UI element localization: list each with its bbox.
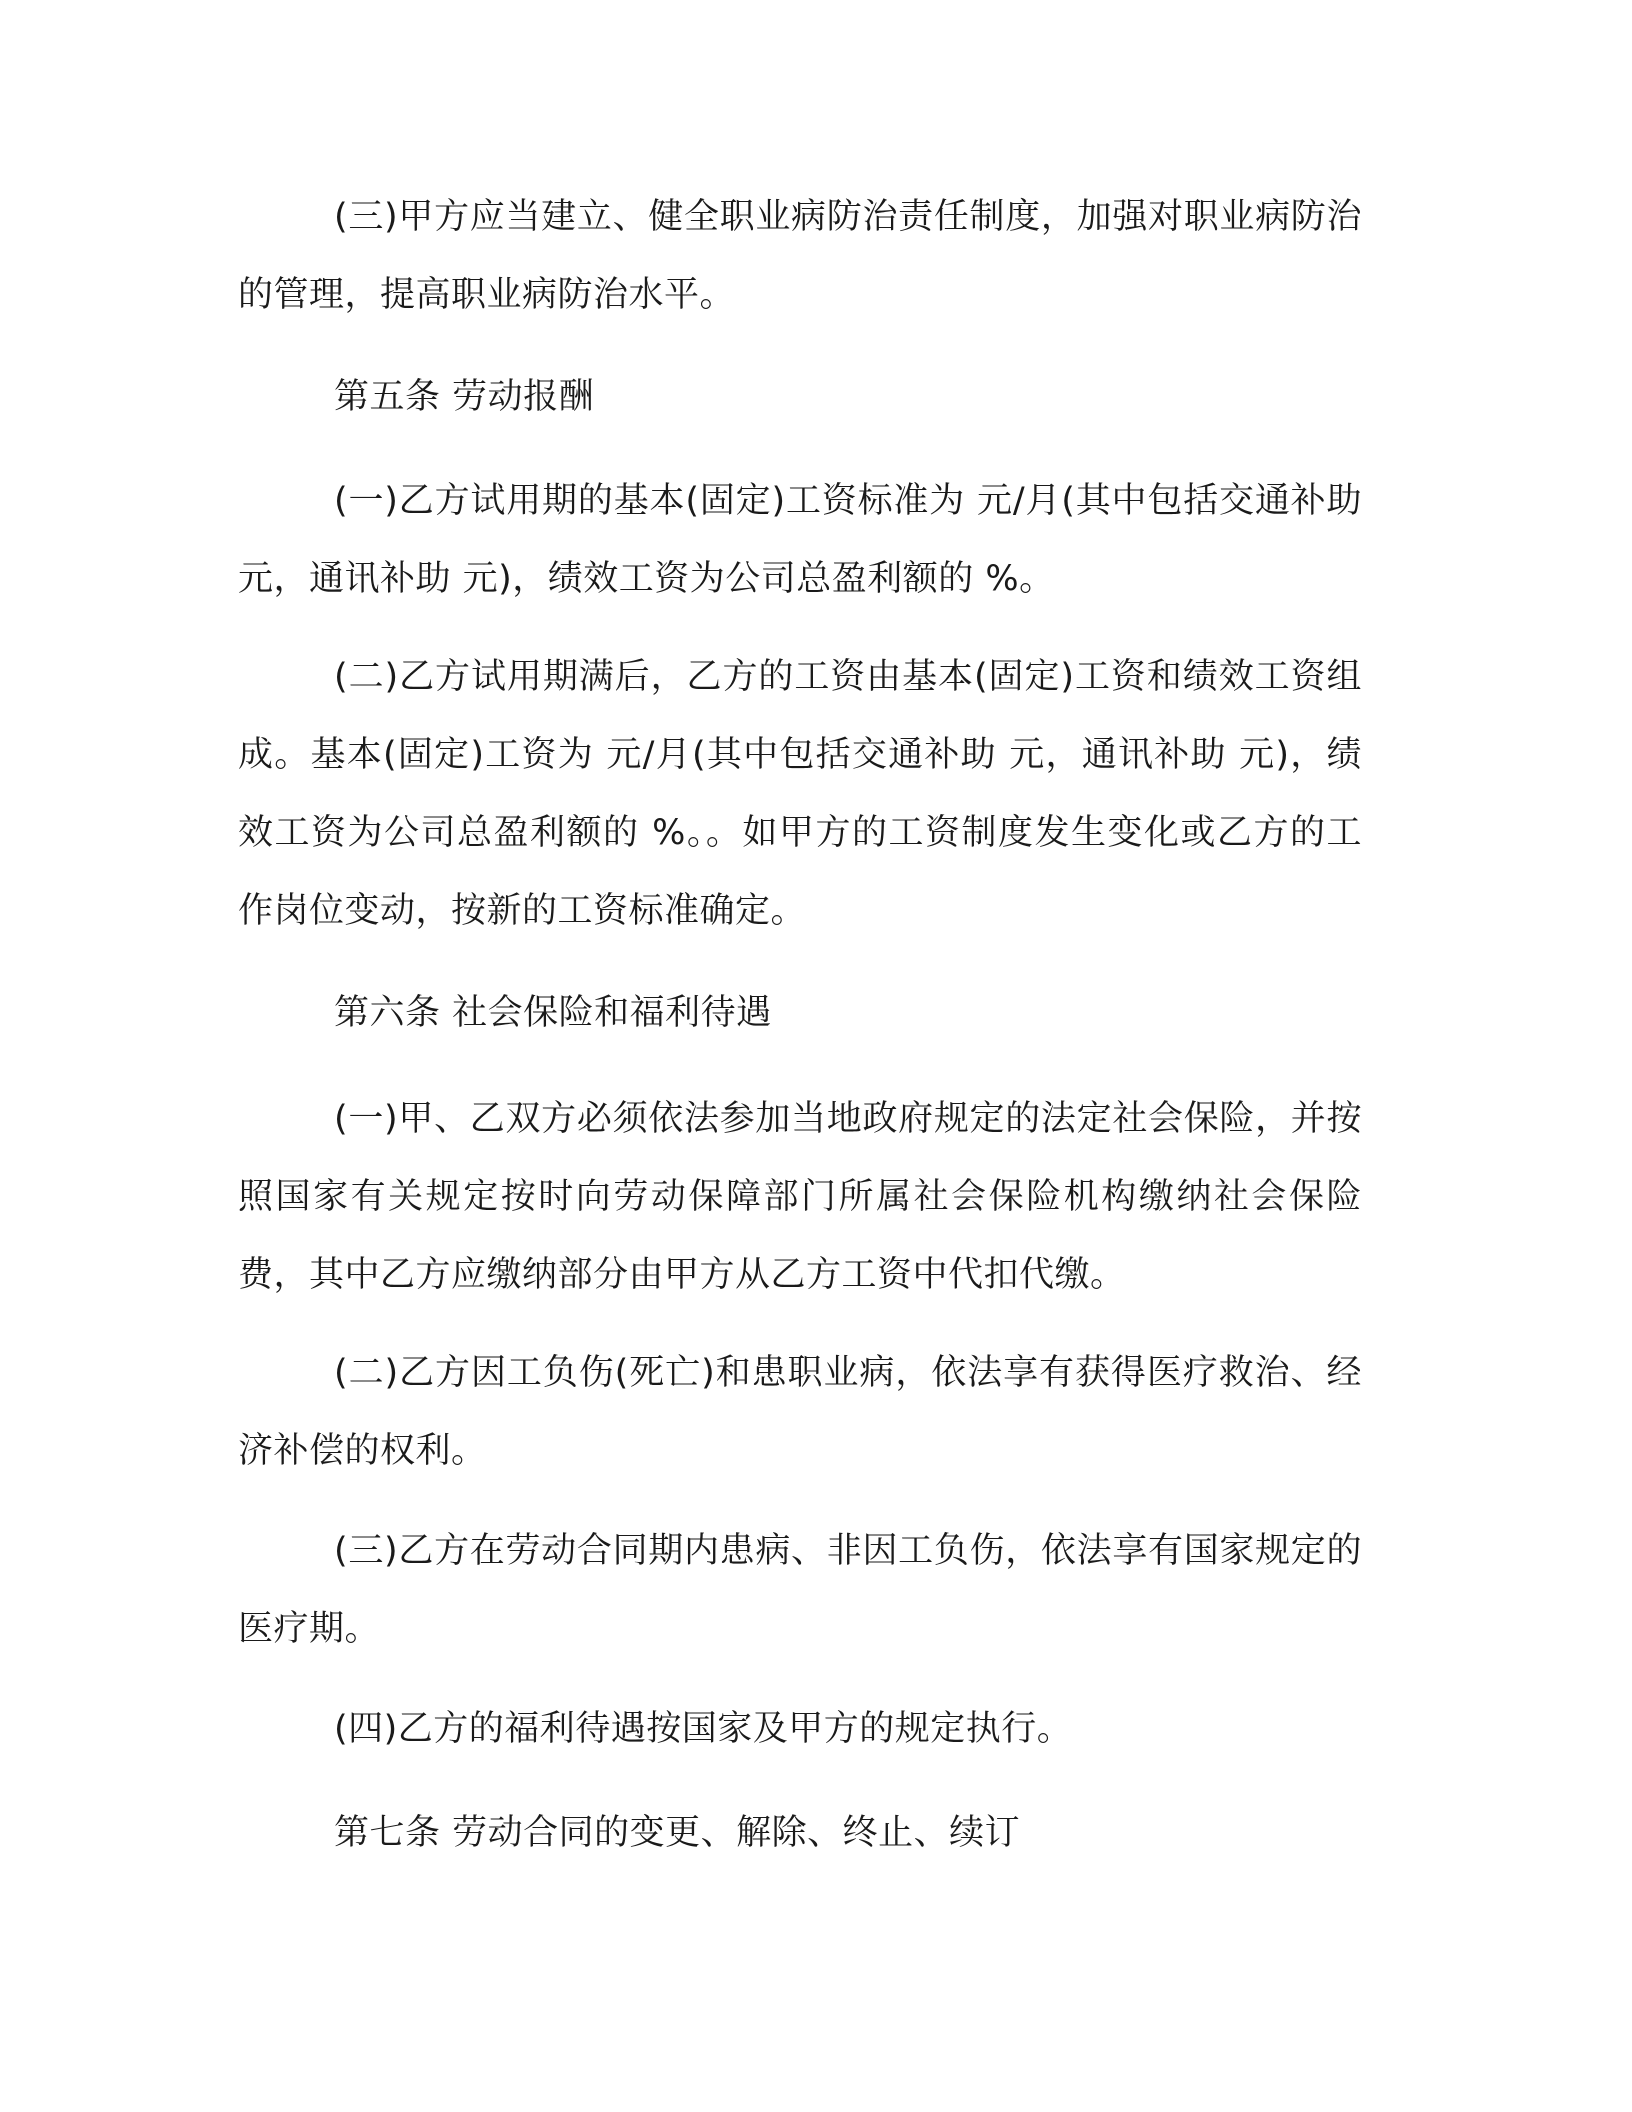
paragraph-social-insurance-3: (三)乙方在劳动合同期内患病、非因工负伤，依法享有国家规定的医疗期。 [238,1531,1362,1649]
paragraph-social-insurance-4: (四)乙方的福利待遇按国家及甲方的规定执行。 [334,1709,1073,1749]
heading-article-6: 第六条 社会保险和福利待遇 [334,993,772,1033]
paragraph-social-insurance-1: (一)甲、乙双方必须依法参加当地政府规定的法定社会保险，并按照国家有关规定按时向劳动保障部门所属社会保险机构缴纳社会保险费，其中乙方应缴纳部分由甲方从乙方工资中代扣代缴。 [238,1099,1362,1295]
heading-article-5: 第五条 劳动报酬 [334,377,595,417]
paragraph-salary-1: (一)乙方试用期的基本(固定)工资标准为 元/月(其中包括交通补助 元，通讯补助 元)，绩效工资为公司总盈利额的 %。 [238,481,1362,599]
paragraph-occupational-disease-3: (三)甲方应当建立、健全职业病防治责任制度，加强对职业病防治的管理，提高职业病防治水平。 [238,197,1362,315]
paragraph-social-insurance-2: (二)乙方因工负伤(死亡)和患职业病，依法享有获得医疗救治、经济补偿的权利。 [238,1353,1362,1471]
heading-article-7: 第七条 劳动合同的变更、解除、终止、续订 [334,1813,1021,1853]
paragraph-salary-2: (二)乙方试用期满后，乙方的工资由基本(固定)工资和绩效工资组成。基本(固定)工资为 元/月(其中包括交通补助 元，通讯补助 元)，绩效工资为公司总盈利额的 %。。如甲方的工资制度发生变化或乙方的工作岗位变动，按新的工资标准确定。 [238,657,1362,931]
